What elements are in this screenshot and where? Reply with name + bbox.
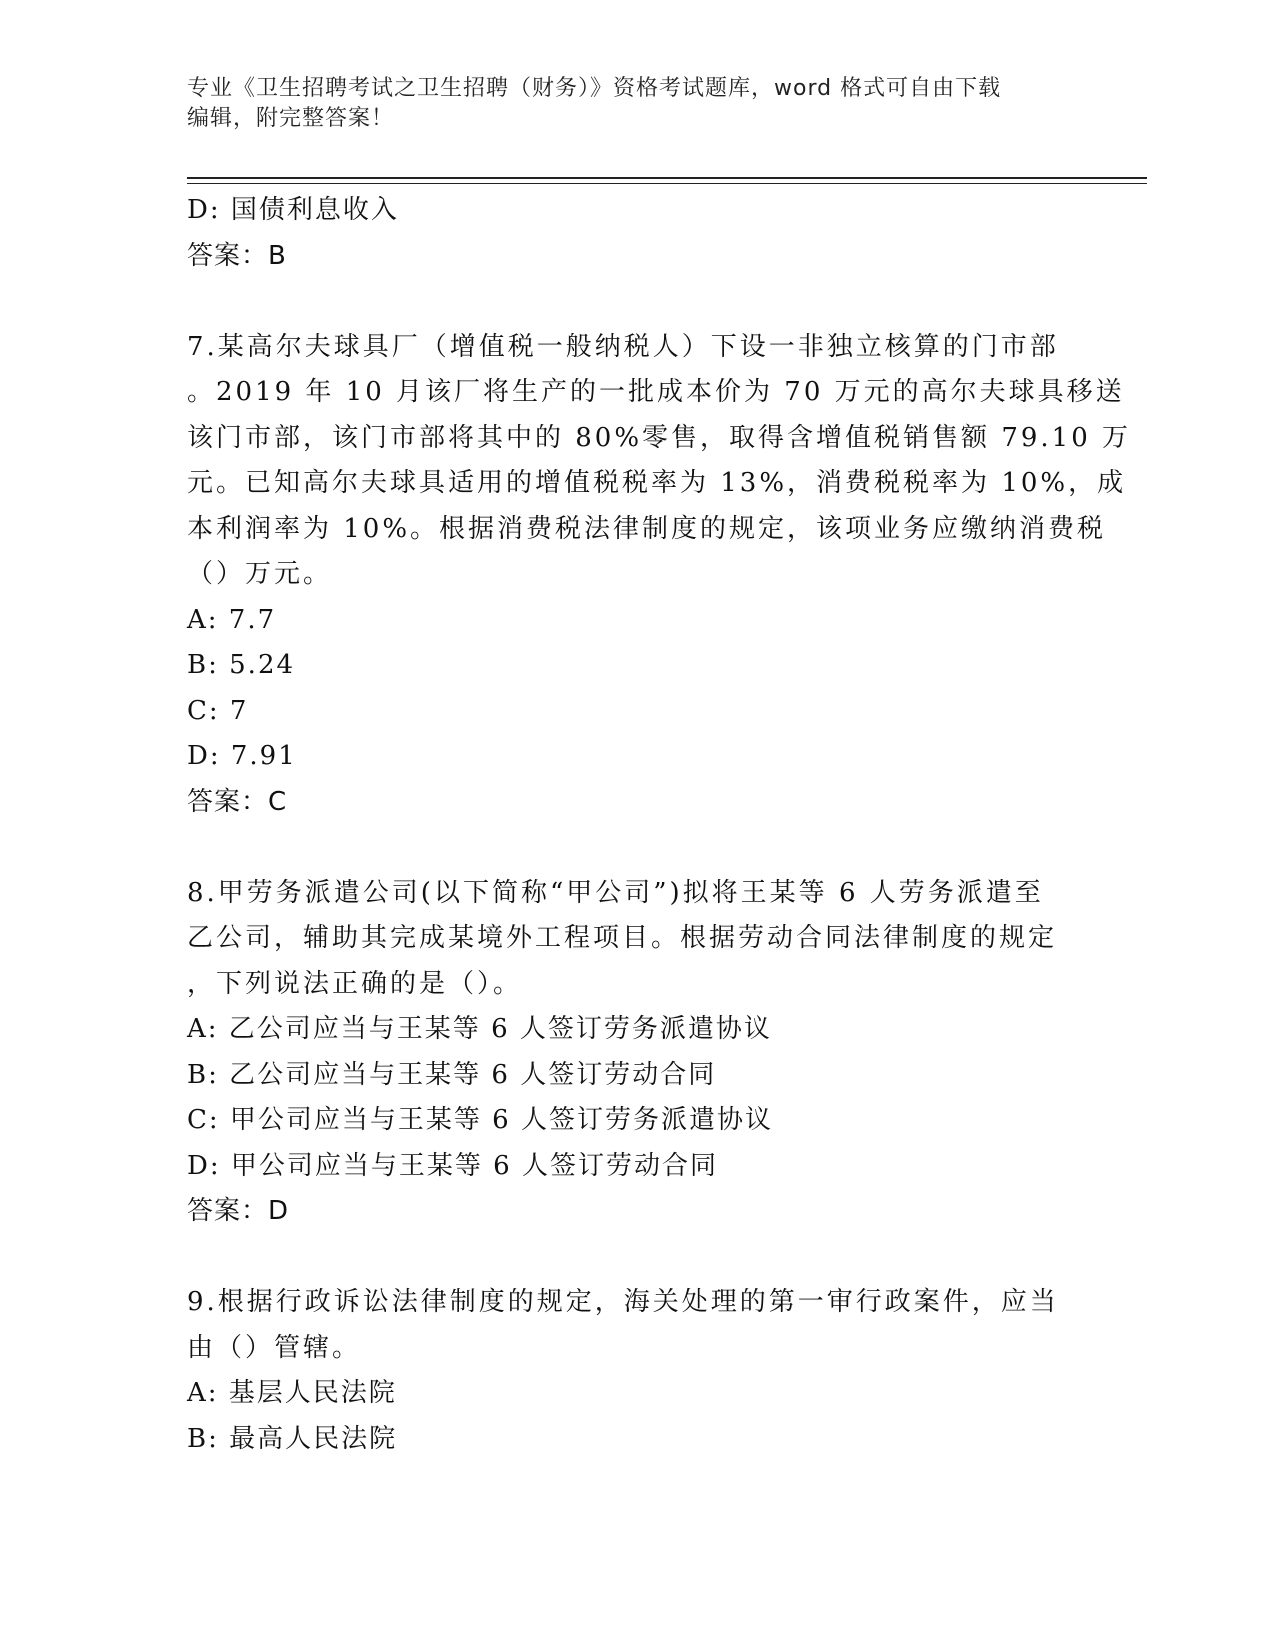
stem-line: 元。已知高尔夫球具适用的增值税税率为 13%，消费税税率为 10%，成 [187,468,1127,498]
stem-line: （）万元。 [187,559,333,589]
stem-line: 该门市部，该门市部将其中的 80%零售，取得含增值税销售额 79.10 万 [187,422,1132,453]
question-9 [187,1280,1087,1462]
question-6 [187,188,1087,279]
stem-line: 8.甲劳务派遣公司(以下简称“甲公司”)拟将王某等 6 人劳务派遣至 [187,877,1044,908]
stem-line: 9.根据行政诉讼法律制度的规定，海关处理的第一审行政案件，应当 [187,1287,1059,1317]
option-a: A: 7.7 [187,604,277,635]
answer: 答案：C [187,786,288,817]
header-rule-thick [187,177,1147,179]
question-stem [187,1280,1087,1371]
stem-line: 。2019 年 10 月该厂将生产的一批成本价为 70 万元的高尔夫球具移送 [187,377,1125,407]
header-rule-thin [187,183,1147,184]
answer: 答案：B [187,240,287,271]
header-line-1: 专业《卫生招聘考试之卫生招聘（财务）》资格考试题库，word 格式可自由下载 [187,76,1002,101]
option-b: B: 最高人民法院 [187,1423,398,1454]
option-b: B: 5.24 [187,650,296,680]
question-stem [187,325,1132,598]
header-line-2: 编辑，附完整答案！ [187,106,395,131]
option-d: D: 国债利息收入 [187,195,399,225]
option-c: C: 7 [187,695,249,726]
option-d: D: 7.91 [187,741,297,771]
option-a: A: 乙公司应当与王某等 6 人签订劳务派遣协议 [187,1014,772,1044]
stem-line: 7.某高尔夫球具厂（增值税一般纳税人）下设一非独立核算的门市部 [187,331,1059,362]
stem-line: ，下列说法正确的是（）。 [187,968,523,999]
option-b: B: 乙公司应当与王某等 6 人签订劳动合同 [187,1059,717,1090]
question-content [187,188,1132,1462]
option-c: C: 甲公司应当与王某等 6 人签订劳务派遣协议 [187,1105,773,1135]
stem-line: 本利润率为 10%。根据消费税法律制度的规定，该项业务应缴纳消费税 [187,513,1107,544]
answer: 答案：D [187,1196,290,1226]
stem-line: 乙公司，辅助其完成某境外工程项目。根据劳动合同法律制度的规定 [187,923,1058,953]
option-d: D: 甲公司应当与王某等 6 人签订劳动合同 [187,1150,718,1181]
question-stem [187,871,1087,1008]
option-a: A: 基层人民法院 [187,1378,397,1408]
page-header [187,74,1087,134]
question-7 [187,325,1132,826]
question-8 [187,871,1087,1235]
stem-line: 由（）管辖。 [187,1332,362,1363]
